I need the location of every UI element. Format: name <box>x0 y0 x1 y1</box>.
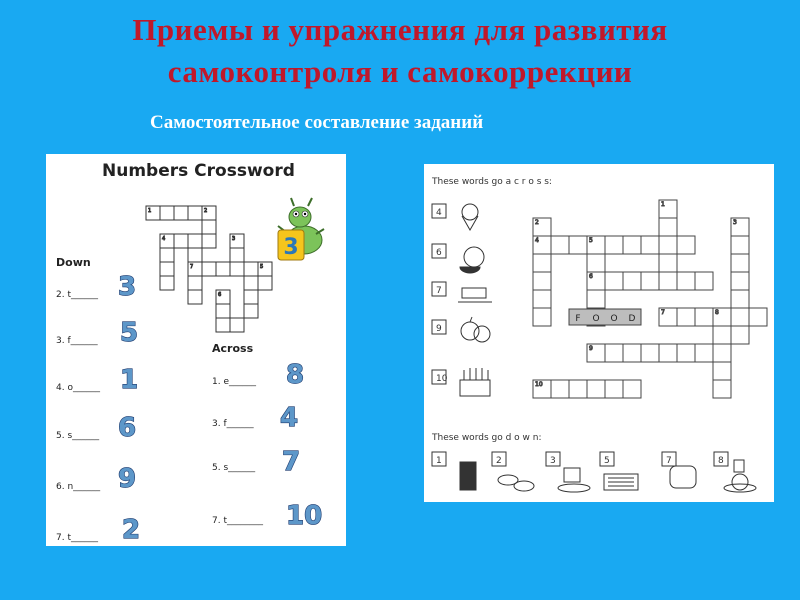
slide-title-line2: самоконтроля и самокоррекции <box>167 54 633 89</box>
down-heading: These words go d o w n: <box>432 433 542 443</box>
butter-icon <box>458 288 492 302</box>
food-crossword-grid <box>533 200 767 398</box>
crossword-cell <box>659 344 677 362</box>
slide-subtitle: Самостоятельное составление заданий <box>150 112 484 133</box>
crossword-cell <box>174 234 188 248</box>
crossword-cell <box>713 344 731 362</box>
grid-number: 1 <box>148 208 152 214</box>
grid-number: 8 <box>715 309 719 316</box>
down-answer: 1 <box>120 365 139 395</box>
crossword-cell <box>659 254 677 272</box>
across-answer: 4 <box>280 403 299 433</box>
food-word-row <box>569 309 641 325</box>
crossword-cell <box>188 234 202 248</box>
grid-number: 5 <box>589 237 593 244</box>
across-clue: 5. s______ <box>212 463 256 473</box>
down-answer: 9 <box>118 464 137 494</box>
down-label: Down <box>56 256 91 269</box>
crossword-cell <box>587 254 605 272</box>
across-answer: 8 <box>286 360 305 390</box>
crossword-cell <box>244 276 258 290</box>
apple-icon <box>461 317 490 342</box>
crossword-cell <box>623 344 641 362</box>
crossword-cell <box>713 326 731 344</box>
grid-number: 6 <box>218 292 222 298</box>
coffee-cup-icon <box>724 460 756 492</box>
clue-number: 2 <box>496 456 502 466</box>
crossword-cell <box>713 362 731 380</box>
clue-number: 3 <box>550 456 556 466</box>
teacup-icon <box>558 468 590 492</box>
crossword-cell <box>174 206 188 220</box>
down-answer: 2 <box>122 515 141 545</box>
crossword-cell <box>605 236 623 254</box>
crossword-cell <box>731 308 749 326</box>
crossword-cell <box>731 254 749 272</box>
crossword-cell <box>587 290 605 308</box>
crossword-cell <box>230 248 244 262</box>
crossword-cell <box>731 290 749 308</box>
cookies-icon <box>498 475 534 491</box>
crossword-cell <box>216 262 230 276</box>
jam-jar-icon <box>460 462 476 490</box>
crossword-cell <box>659 272 677 290</box>
grid-number: 3 <box>733 219 737 226</box>
crossword-cell <box>533 254 551 272</box>
birthday-cake-icon <box>460 368 490 396</box>
across-heading: These words go a c r o s s: <box>432 177 552 187</box>
grid-number: 4 <box>535 237 539 244</box>
crossword-cell <box>244 304 258 318</box>
crossword-cell <box>749 308 767 326</box>
crossword-cell <box>202 262 216 276</box>
grid-number: 2 <box>204 208 208 214</box>
crossword-cell <box>677 344 695 362</box>
crossword-cell <box>659 236 677 254</box>
down-answer: 3 <box>118 272 137 302</box>
mascot-number: 3 <box>283 235 299 260</box>
crossword-cell <box>731 236 749 254</box>
crossword-cell <box>230 318 244 332</box>
orange-icon <box>460 247 484 273</box>
crossword-cell <box>731 326 749 344</box>
filled-letter: D <box>628 314 636 324</box>
crossword-cell <box>713 380 731 398</box>
crossword-cell <box>641 272 659 290</box>
down-answer: 6 <box>118 413 137 443</box>
grid-number: 7 <box>190 264 194 270</box>
grid-number: 10 <box>535 381 543 388</box>
chocolate-box-icon <box>604 474 638 490</box>
dragon-mascot-icon <box>278 198 324 260</box>
crossword-cell <box>695 344 713 362</box>
crossword-cell <box>605 272 623 290</box>
filled-letter: O <box>592 314 600 324</box>
across-number-boxes <box>432 204 448 384</box>
crossword-cell <box>587 380 605 398</box>
crossword-cell <box>244 290 258 304</box>
crossword-cell <box>533 308 551 326</box>
crossword-cell <box>160 276 174 290</box>
crossword-cell <box>623 236 641 254</box>
down-clue: 6. n______ <box>56 482 101 492</box>
crossword-cell <box>202 234 216 248</box>
crossword-cell <box>533 272 551 290</box>
crossword-cell <box>569 236 587 254</box>
crossword-cell <box>160 248 174 262</box>
crossword-cell <box>659 272 677 290</box>
crossword-cell <box>605 380 623 398</box>
food-crossword-svg <box>424 164 774 502</box>
down-clue: 3. f______ <box>56 336 98 346</box>
worksheet-heading: Numbers Crossword <box>102 161 295 181</box>
crossword-cell <box>641 344 659 362</box>
across-clues <box>212 377 263 526</box>
ice-cream-icon <box>462 204 478 230</box>
grid-number: 9 <box>589 345 593 352</box>
crossword-cell <box>244 262 258 276</box>
crossword-cell <box>623 272 641 290</box>
clue-number: 8 <box>718 456 724 466</box>
food-crossword-worksheet <box>424 164 774 502</box>
crossword-cell <box>216 318 230 332</box>
clue-number: 10 <box>436 374 448 384</box>
grid-number: 6 <box>589 273 593 280</box>
down-clue: 4. o______ <box>56 383 100 393</box>
crossword-cell <box>605 344 623 362</box>
across-answer: 10 <box>286 501 323 531</box>
grid-number: 2 <box>535 219 539 226</box>
crossword-cell <box>230 262 244 276</box>
crossword-cell <box>202 220 216 234</box>
grid-number: 4 <box>162 236 166 242</box>
crossword-cell <box>188 290 202 304</box>
crossword-cell <box>677 236 695 254</box>
crossword-cell <box>188 248 202 262</box>
crossword-cell <box>659 236 677 254</box>
across-answer: 7 <box>282 447 301 477</box>
crossword-cell <box>258 276 272 290</box>
down-clue: 5. s______ <box>56 431 100 441</box>
filled-letter: O <box>610 314 618 324</box>
crossword-cell <box>551 236 569 254</box>
crossword-cell <box>160 206 174 220</box>
grid-number: 1 <box>661 201 665 208</box>
down-answers <box>118 272 140 545</box>
grid-number: 3 <box>232 236 236 242</box>
clue-number: 4 <box>436 208 442 218</box>
slide-title-line1: Приемы и упражнения для развития <box>132 12 668 47</box>
clue-number: 7 <box>666 456 672 466</box>
across-clue: 7. t________ <box>212 516 263 526</box>
crossword-cell <box>641 236 659 254</box>
numbers-crossword-svg <box>46 154 346 546</box>
clue-number: 5 <box>604 456 610 466</box>
crossword-cell <box>160 262 174 276</box>
down-clues <box>56 290 101 543</box>
down-answer: 5 <box>120 318 139 348</box>
crossword-cell <box>569 380 587 398</box>
crossword-cell <box>188 206 202 220</box>
filled-letter: F <box>575 314 581 324</box>
crossword-cell <box>695 272 713 290</box>
grid-number: 7 <box>661 309 665 316</box>
down-clue: 7. t______ <box>56 533 98 543</box>
across-answers <box>280 360 322 531</box>
crossword-cell <box>713 344 731 362</box>
clue-number: 6 <box>436 248 442 258</box>
numbers-crossword-grid <box>146 206 272 332</box>
across-clue: 3. f______ <box>212 419 254 429</box>
crossword-cell <box>695 308 713 326</box>
numbers-crossword-worksheet <box>46 154 346 546</box>
down-clue: 2. t______ <box>56 290 98 300</box>
crossword-cell <box>216 304 230 318</box>
grid-number: 5 <box>260 264 264 270</box>
crossword-cell <box>659 218 677 236</box>
clue-number: 9 <box>436 324 442 334</box>
crossword-cell <box>551 380 569 398</box>
crossword-cell <box>677 272 695 290</box>
across-label: Across <box>212 342 254 355</box>
across-clue: 1. e______ <box>212 377 256 387</box>
crossword-cell <box>623 380 641 398</box>
crossword-cell <box>731 272 749 290</box>
crossword-cell <box>677 308 695 326</box>
clue-number: 7 <box>436 286 442 296</box>
crossword-cell <box>188 276 202 290</box>
crossword-cell <box>533 290 551 308</box>
bread-loaf-icon <box>670 466 696 488</box>
clue-number: 1 <box>436 456 442 466</box>
